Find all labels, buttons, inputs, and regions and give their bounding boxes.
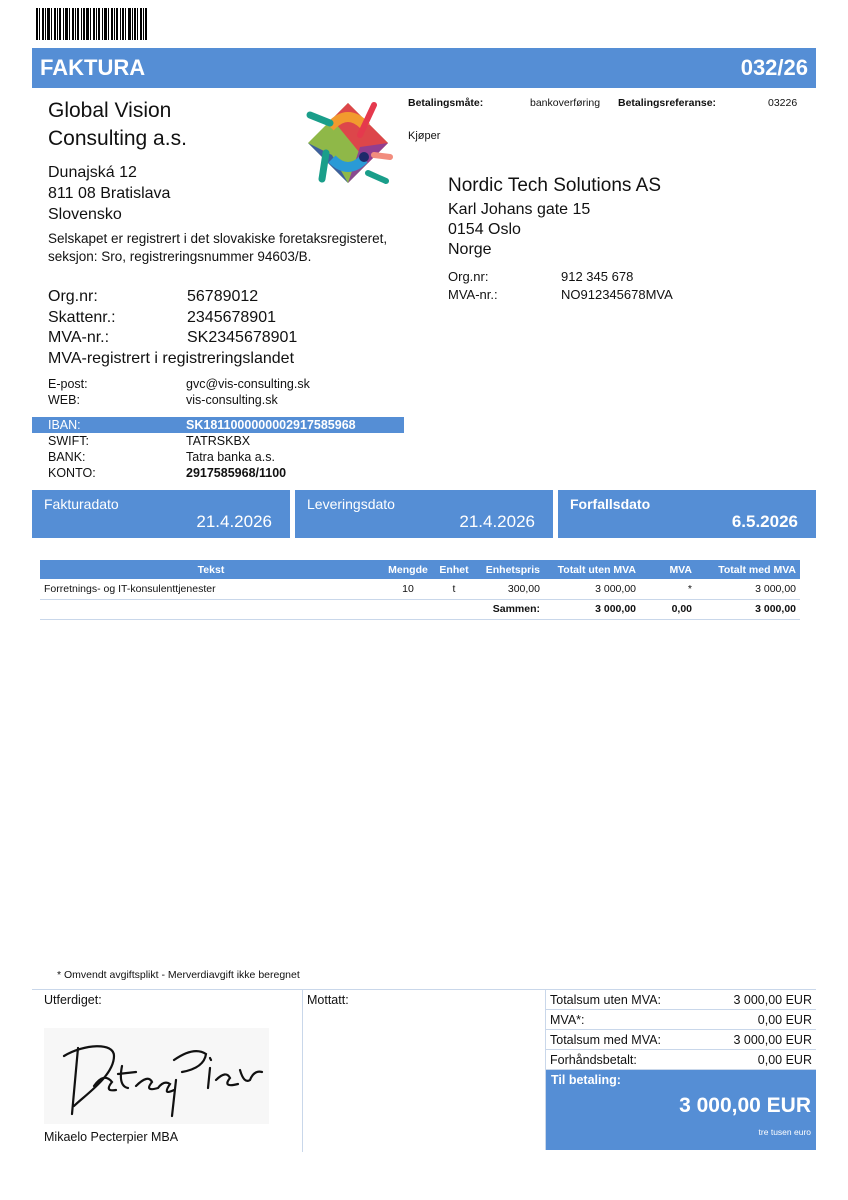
payment-info: Betalingsmåte: bankoverføring Betalingsreferanse: 03226	[408, 97, 798, 109]
seller-ids: Org.nr: 56789012 Skattenr.: 2345678901 MVA-nr.: SK2345678901 MVA-registrert i registreringslandet	[48, 287, 297, 369]
seller-org-nr: 56789012	[187, 288, 259, 305]
buyer-section-label: Kjøper	[408, 130, 441, 142]
table-row: Forretnings- og IT-konsulenttjenester 10 t 300,00 3 000,00 * 3 000,00	[40, 579, 800, 599]
seller-registration-note: Selskapet er registrert i det slovakiske foretaksregisteret, seksjon: Sro, registreringsnummer 94603/B.	[48, 231, 388, 264]
seller-name: Global Vision Consulting a.s.	[48, 99, 187, 150]
vat-row: MVA*: 0,00 EUR	[546, 1010, 816, 1030]
sum-row: Sammen: 3 000,00 0,00 3 000,00	[40, 599, 800, 619]
delivery-date: 21.4.2026	[459, 512, 535, 531]
barcode	[36, 8, 176, 40]
amount-in-words: tre tusen euro	[758, 1127, 811, 1137]
items-table	[40, 560, 800, 620]
iban-row: IBAN: SK1811000000002917585968	[32, 417, 404, 433]
seller-contacts: E-post: gvc@vis-consulting.sk WEB: vis-consulting.sk	[48, 377, 310, 407]
seller-email[interactable]: gvc@vis-consulting.sk	[186, 377, 310, 391]
dates-bar	[32, 490, 816, 538]
due-date-box: Forfallsdato 6.5.2026	[558, 490, 816, 538]
buyer-ids: Org.nr: 912 345 678 MVA-nr.: NO912345678MVA	[448, 269, 673, 302]
prepaid-row: Forhåndsbetalt: 0,00 EUR	[546, 1050, 816, 1070]
bank-details: IBAN: SK1811000000002917585968 SWIFT: TATRSKBX BANK: Tatra banka a.s. KONTO: 2917585968/1100	[32, 417, 404, 481]
buyer-org-nr: 912 345 678	[561, 269, 634, 284]
seller-web[interactable]: vis-consulting.sk	[186, 393, 278, 407]
company-logo-icon	[302, 97, 394, 189]
due-date: 6.5.2026	[731, 512, 798, 531]
document-title: FAKTURA	[40, 55, 146, 80]
invoice-number: 032/26	[740, 55, 808, 80]
invoice-date: 21.4.2026	[196, 512, 272, 531]
issued-section: Utferdiget: Mikaelo Pecterpier MBA	[32, 990, 302, 1152]
amount-due: 3 000,00 EUR	[679, 1094, 811, 1117]
iban-value: SK1811000000002917585968	[186, 418, 356, 432]
swift-value: TATRSKBX	[186, 434, 251, 448]
footer	[32, 989, 816, 1151]
payment-method: bankoverføring	[530, 97, 601, 109]
total-incl-vat-row: Totalsum med MVA: 3 000,00 EUR	[546, 1030, 816, 1050]
table-header: Tekst Mengde Enhet Enhetspris Totalt uten MVA MVA Totalt med MVA	[40, 560, 800, 579]
signature-image	[44, 1026, 274, 1126]
title-bar	[32, 48, 816, 88]
seller-tax-nr: 2345678901	[187, 308, 276, 326]
account-number: 2917585968/1100	[186, 466, 287, 480]
amount-due-box: Til betaling: 3 000,00 EUR tre tusen euro	[546, 1070, 816, 1150]
invoice-date-box: Fakturadato 21.4.2026	[32, 490, 290, 538]
delivery-date-box: Leveringsdato 21.4.2026	[295, 490, 553, 538]
buyer-address: Karl Johans gate 15 0154 Oslo Norge	[448, 201, 591, 258]
received-section: Mottatt:	[302, 990, 545, 1152]
total-excl-vat-row: Totalsum uten MVA: 3 000,00 EUR	[546, 990, 816, 1010]
buyer-vat-nr: NO912345678MVA	[561, 287, 673, 302]
issuer-name: Mikaelo Pecterpier MBA	[44, 1130, 179, 1144]
seller-address: Dunajská 12 811 08 Bratislava Slovensko	[48, 164, 171, 223]
bank-name: Tatra banka a.s.	[186, 450, 275, 464]
seller-vat-note: MVA-registrert i registreringslandet	[48, 349, 295, 367]
payment-reference: 03226	[768, 97, 798, 109]
buyer-name: Nordic Tech Solutions AS	[448, 175, 661, 196]
totals-panel	[545, 990, 816, 1150]
footnote: * Omvendt avgiftsplikt - Merverdiavgift ikke beregnet	[57, 969, 300, 981]
seller-vat-nr: SK2345678901	[187, 329, 298, 346]
